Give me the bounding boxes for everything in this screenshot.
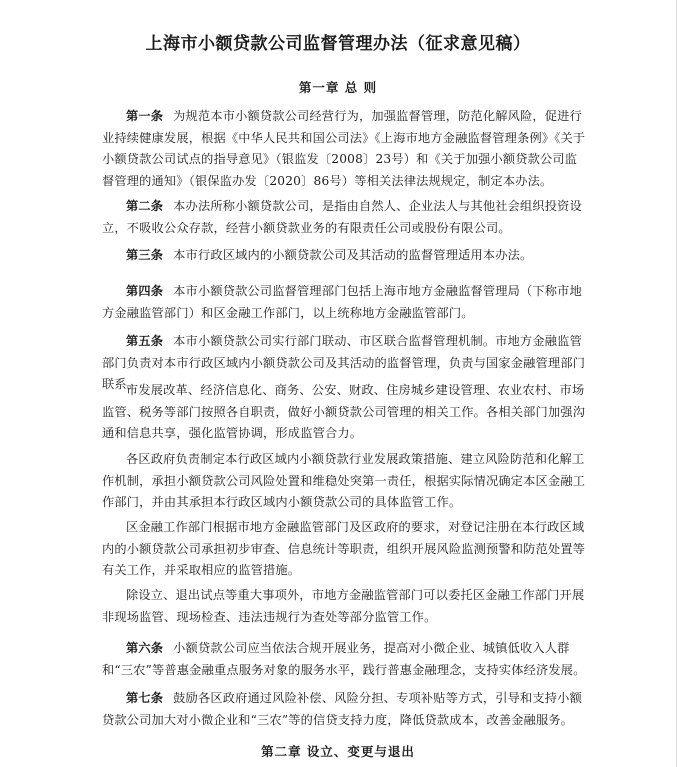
paragraph-text: 本市行政区域内的小额贷款公司及其活动的监督管理适用本办法。 xyxy=(173,248,533,262)
paragraph-article-5-part-5 xyxy=(102,585,588,628)
document-title: 上海市小额贷款公司监督管理办法（征求意见稿） xyxy=(145,34,531,54)
chapter-heading-2: 第二章 设立、变更与退出 xyxy=(261,744,415,759)
paragraph-article-5-part-4 xyxy=(102,517,588,582)
article-label: 第五条 xyxy=(126,334,164,348)
paragraph-article-5-part-3 xyxy=(102,449,588,514)
paragraph-text: 为规范本市小额贷款公司经营行为，加强监督管理，防范化解风险，促进行业持续健康发展，根据《中华人民共和国公司法》《上海市地方金融监督管理条例》《关于小额贷款公司试点的指导意见》（银监发〔2008〕23号）和《关于加强小额贷款公司监督管理的通知》（银保监办发〔2020〕86号）等相关法律法规规定，制定本办法。 xyxy=(102,109,586,188)
paragraph-text: 区金融工作部门根据市地方金融监管部门及区政府的要求，对登记注册在本行政区域内的小额贷款公司承担初步审查、信息统计等职责，组织开展风险监测预警和防范处置等有关工作，并采取相应的监管措施。 xyxy=(102,520,586,577)
article-label: 第二条 xyxy=(126,199,164,213)
paragraph-text: 鼓励各区政府通过风险补偿、风险分担、专项补贴等方式，引导和支持小额贷款公司加大对小微企业和“三农”等的信贷支持力度，降低贷款成本，改善金融服务。 xyxy=(102,691,582,727)
paragraph-text: 本市小额贷款公司监督管理部门包括上海市地方金融监督管理局（下称市地方金融监管部门）和区金融工作部门，以上统称地方金融监管部门。 xyxy=(102,284,582,320)
paragraph-text: 本办法所称小额贷款公司，是指由自然人、企业法人与其他社会组织投资设立，不吸收公众存款，经营小额贷款业务的有限责任公司或股份有限公司。 xyxy=(102,199,582,235)
paragraph-text: 除设立、退出试点等重大事项外，市地方金融监管部门可以委托区金融工作部门开展非现场监管、现场检查、违法违规行为查处等部分监管工作。 xyxy=(102,588,585,624)
article-label: 第三条 xyxy=(126,248,164,262)
chapter-heading-1: 第一章 总 则 xyxy=(298,80,378,95)
paragraph-article-7 xyxy=(102,688,588,731)
article-label: 第六条 xyxy=(126,641,164,655)
article-label: 第四条 xyxy=(126,284,164,298)
paragraph-text: 本市小额贷款公司实行部门联动、市区联合监督管理机制。市地方金融监管部门负责对本市行政区域内小额贷款公司及其活动的监督管理，负责与国家金融管理部门联系。 xyxy=(102,334,586,391)
paragraph-article-4 xyxy=(102,281,588,324)
article-label: 第一条 xyxy=(126,109,164,123)
paragraph-text: 各区政府负责制定本行政区域内小额贷款行业发展政策措施、建立风险防范和化解工作机制，承担小额贷款公司风险处置和维稳处突第一责任，根据实际情况确定本区金融工作部门，并由其承担本行政区域内小额贷款公司的具体监管工作。 xyxy=(102,452,586,509)
paragraph-article-6 xyxy=(102,638,588,681)
article-label: 第七条 xyxy=(126,691,164,705)
paragraph-text: 小额贷款公司应当依法合规开展业务，提高对小微企业、城镇低收入人群和“三农”等普惠金融重点服务对象的服务水平，践行普惠金融理念，支持实体经济发展。 xyxy=(102,641,586,677)
paragraph-text: 市发展改革、经济信息化、商务、公安、财政、住房城乡建设管理、农业农村、市场监管、税务等部门按照各自职责，做好小额贷款公司管理的相关工作。各相关部门加强沟通和信息共享，强化监管协调，形成监管合力。 xyxy=(102,383,586,440)
paragraph-article-5-part-2 xyxy=(102,380,588,445)
paragraph-article-3 xyxy=(102,245,588,267)
paragraph-article-2 xyxy=(102,196,588,239)
paragraph-article-1 xyxy=(102,106,588,192)
